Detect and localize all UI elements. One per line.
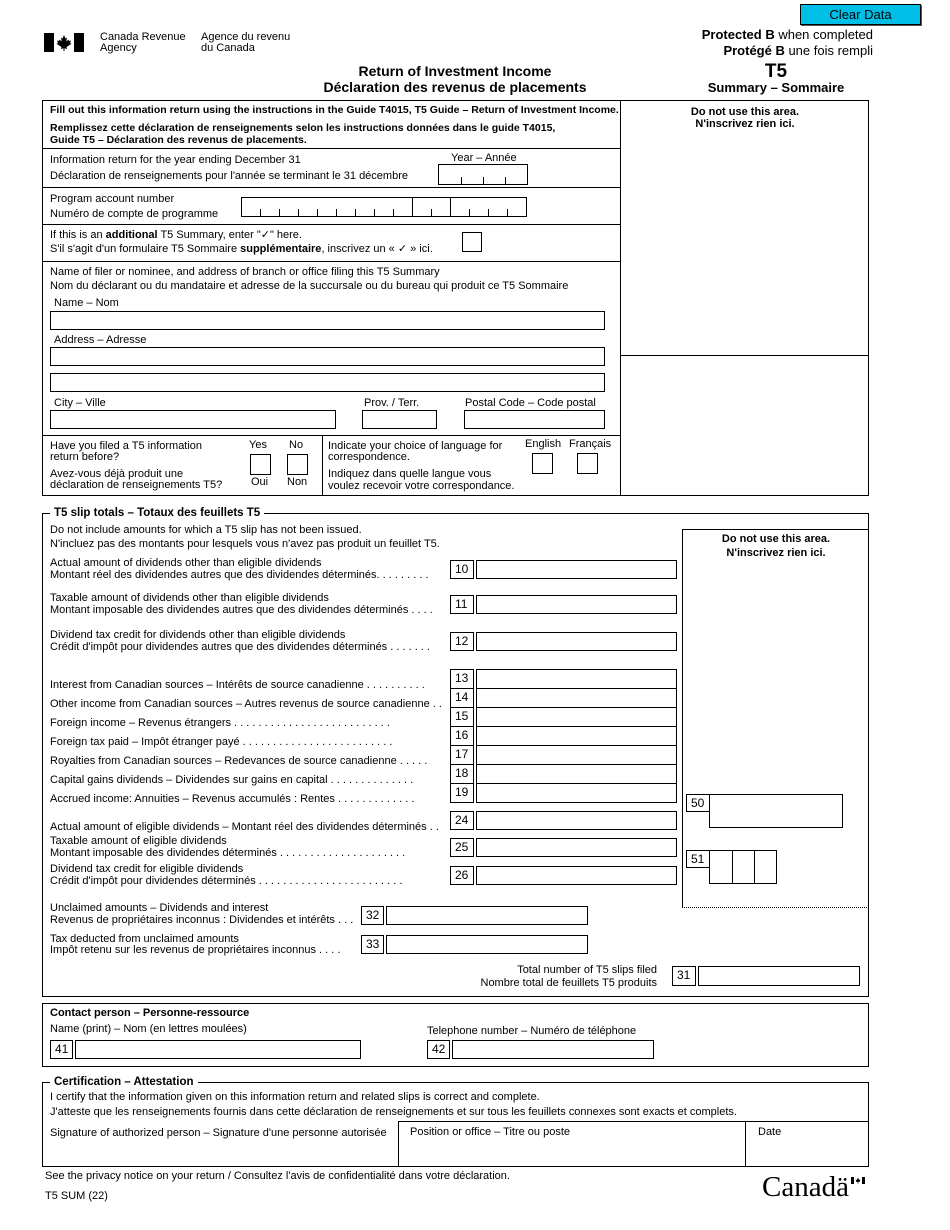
protege-b-when: une fois rempli — [784, 43, 873, 58]
filed-no-label: No — [289, 439, 304, 451]
filer-city-label: City – Ville — [54, 397, 106, 409]
signature-label: Signature of authorized person – Signature d'une personne autorisée — [50, 1127, 387, 1139]
contact-name-input[interactable] — [75, 1040, 361, 1059]
box-33-input[interactable] — [386, 935, 588, 954]
canada-flag-logo — [44, 33, 84, 52]
box-10-number: 10 — [450, 560, 474, 579]
certification-line-fr: J'atteste que les renseignements fournis dans cette déclaration de renseignements et sur tous les feuillets connexes sont exacts et complets. — [50, 1106, 737, 1118]
program-account-label-fr: Numéro de compte de programme — [50, 208, 219, 220]
box-41-number: 41 — [50, 1040, 73, 1059]
slip-do-not-use-fr: N'inscrivez rien ici. — [726, 547, 826, 559]
box-24-input[interactable] — [476, 811, 677, 830]
line-25-label-en: Taxable amount of eligible dividends — [50, 835, 227, 847]
clear-data-button[interactable]: Clear Data — [800, 4, 921, 25]
box-50-number: 50 — [686, 794, 710, 812]
contact-phone-input[interactable] — [452, 1040, 654, 1059]
box-25-input[interactable] — [476, 838, 677, 857]
box-32-input[interactable] — [386, 906, 588, 925]
do-not-use-en: Do not use this area. — [690, 106, 800, 118]
box-15-input[interactable] — [476, 707, 677, 727]
year-caption: Year – Année — [451, 152, 517, 164]
certification-line-en: I certify that the information given on this information return and related slips is correct and complete. — [50, 1091, 540, 1103]
box-10-input[interactable] — [476, 560, 677, 579]
year-label-en: Information return for the year ending December 31 — [50, 154, 301, 166]
filer-address-input-1[interactable] — [50, 347, 605, 366]
box-18-number: 18 — [450, 764, 474, 784]
language-en-1: Indicate your choice of language for — [328, 440, 503, 452]
box-19-input[interactable] — [476, 783, 677, 803]
agency-name-fr-2: du Canada — [201, 42, 255, 54]
year-label-fr: Déclaration de renseignements pour l'année se terminant le 31 décembre — [50, 170, 408, 182]
language-en-2: correspondence. — [328, 451, 410, 463]
filer-name-input[interactable] — [50, 311, 605, 330]
box-16-number: 16 — [450, 726, 474, 746]
line-13-label: Interest from Canadian sources – Intérêts de source canadienne . . . . . . . . . . — [50, 679, 425, 691]
filed-before-fr-1: Avez-vous déjà produit une — [50, 468, 184, 480]
line-15-label: Foreign income – Revenus étrangers . . . . . . . . . . . . . . . . . . . . . . . . . . — [50, 717, 390, 729]
title-fr: Déclaration des revenus de placements — [323, 79, 587, 95]
box-42-number: 42 — [427, 1040, 450, 1059]
box-13-number: 13 — [450, 669, 474, 689]
contact-heading: Contact person – Personne-ressource — [50, 1007, 250, 1019]
box-26-number: 26 — [450, 866, 474, 885]
date-field[interactable] — [746, 1140, 868, 1166]
box-19-number: 19 — [450, 783, 474, 803]
protected-b-label: Protected B — [701, 27, 775, 42]
box-15-number: 15 — [450, 707, 474, 727]
filed-oui-label: Oui — [251, 476, 269, 488]
protege-b-label: Protégé B — [723, 43, 785, 58]
box-11-number: 11 — [450, 595, 474, 614]
box-12-input[interactable] — [476, 632, 677, 651]
language-fr-2: voulez recevoir votre correspondance. — [328, 480, 515, 492]
line-14-label: Other income from Canadian sources – Autres revenus de source canadienne . . — [50, 698, 442, 710]
box-25-number: 25 — [450, 838, 474, 857]
agency-name-fr-1: Agence du revenu — [201, 31, 291, 43]
date-label: Date — [758, 1126, 782, 1138]
privacy-notice: See the privacy notice on your return / Consultez l'avis de confidentialité dans votre déclaration. — [45, 1170, 510, 1182]
line-18-label: Capital gains dividends – Dividendes sur gains en capital . . . . . . . . . . . . . . — [50, 774, 414, 786]
form-code: T5 — [764, 61, 788, 82]
total-slips-label-fr: Nombre total de feuillets T5 produits — [480, 977, 657, 989]
line-10-label-en: Actual amount of dividends other than eligible dividends — [50, 557, 322, 569]
filer-postal-input[interactable] — [464, 410, 605, 429]
program-account-label-en: Program account number — [50, 193, 175, 205]
filer-address-input-2[interactable] — [50, 373, 605, 392]
line-25-label-fr: Montant imposable des dividendes déterminés . . . . . . . . . . . . . . . . . . . . . — [50, 847, 406, 859]
box-51-number: 51 — [686, 850, 710, 868]
instructions-line2: Remplissez cette déclaration de renseignements selon les instructions données dans le guide T4015, — [50, 122, 556, 134]
line-10-label-fr: Montant réel des dividendes autres que des dividendes déterminés. . . . . . . . . — [50, 569, 429, 581]
contact-name-label: Name (print) – Nom (en lettres moulées) — [50, 1023, 247, 1035]
line-12-label-en: Dividend tax credit for dividends other than eligible dividends — [50, 629, 346, 641]
box-31-input[interactable] — [698, 966, 860, 986]
line-19-label: Accrued income: Annuities – Revenus accumulés : Rentes . . . . . . . . . . . . . — [50, 793, 415, 805]
filer-heading-fr: Nom du déclarant ou du mandataire et adresse de la succursale ou du bureau qui produit ce T5 Sommaire — [50, 280, 569, 292]
title-en: Return of Investment Income — [358, 63, 552, 79]
unclaimed-label-en: Unclaimed amounts – Dividends and interest — [50, 902, 269, 914]
form-id: T5 SUM (22) — [45, 1190, 108, 1202]
language-fr-1: Indiquez dans quelle langue vous — [328, 468, 492, 480]
filed-before-en-2: return before? — [50, 451, 120, 463]
year-input[interactable] — [438, 164, 528, 185]
line-17-label: Royalties from Canadian sources – Redevances de source canadienne . . . . . — [50, 755, 428, 767]
tax-unclaimed-label-en: Tax deducted from unclaimed amounts — [50, 933, 239, 945]
contact-phone-label: Telephone number – Numéro de téléphone — [427, 1025, 637, 1037]
filed-non-label: Non — [287, 476, 308, 488]
additional-checkbox[interactable] — [462, 232, 482, 252]
instructions-line1: Fill out this information return using the instructions in the Guide T4015, T5 Guide – Return of Investment Income. — [50, 104, 619, 116]
position-field[interactable] — [399, 1140, 744, 1166]
program-account-input[interactable] — [241, 197, 527, 217]
filer-prov-input[interactable] — [362, 410, 437, 429]
box-31-number: 31 — [672, 966, 696, 986]
filed-before-fr-2: déclaration de renseignements T5? — [50, 479, 223, 491]
line-16-label: Foreign tax paid – Impôt étranger payé . . . . . . . . . . . . . . . . . . . . . . . . . — [50, 736, 393, 748]
line-11-label-en: Taxable amount of dividends other than eligible dividends — [50, 592, 329, 604]
box-14-input[interactable] — [476, 688, 677, 708]
protected-b-line — [702, 28, 873, 42]
agency-name-en-1: Canada Revenue — [100, 31, 186, 43]
box-14-number: 14 — [450, 688, 474, 708]
tax-unclaimed-label-fr: Impôt retenu sur les revenus de propriétaires inconnus . . . . — [50, 944, 341, 956]
box-32-number: 32 — [361, 906, 384, 925]
box-13-input[interactable] — [476, 669, 677, 689]
box-11-input[interactable] — [476, 595, 677, 614]
slip-totals-note-fr: N'incluez pas des montants pour lesquels vous n'avez pas produit un feuillet T5. — [50, 538, 440, 550]
wordmark-flag-icon — [851, 1175, 865, 1182]
unclaimed-label-fr: Revenus de propriétaires inconnus : Dividendes et intérêts . . . — [50, 914, 354, 926]
line-26-label-en: Dividend tax credit for eligible dividends — [50, 863, 244, 875]
protege-b-line — [723, 44, 873, 58]
filer-prov-label: Prov. / Terr. — [364, 397, 420, 409]
summary-label: Summary – Sommaire — [707, 80, 845, 95]
filer-name-label: Name – Nom — [54, 297, 119, 309]
language-francais-label: Français — [569, 438, 612, 450]
box-18-input[interactable] — [476, 764, 677, 784]
protected-b-when: when completed — [774, 27, 873, 42]
total-slips-label-en: Total number of T5 slips filed — [517, 964, 657, 976]
language-english-label: English — [525, 438, 562, 450]
agency-name-en-2: Agency — [100, 42, 137, 54]
additional-label-en: If this is an additional T5 Summary, enter "✓" here. — [50, 229, 302, 241]
position-label: Position or office – Titre ou poste — [410, 1126, 570, 1138]
slip-do-not-use-en: Do not use this area. — [721, 533, 831, 545]
box-12-number: 12 — [450, 632, 474, 651]
box-33-number: 33 — [361, 935, 384, 954]
box-17-input[interactable] — [476, 745, 677, 765]
filed-before-en-1: Have you filed a T5 information — [50, 440, 203, 452]
language-english-checkbox[interactable] — [532, 453, 553, 474]
language-francais-checkbox[interactable] — [577, 453, 598, 474]
box-17-number: 17 — [450, 745, 474, 765]
line-24-label: Actual amount of eligible dividends – Montant réel des dividendes déterminés . . — [50, 821, 439, 833]
box-50-input[interactable] — [709, 794, 843, 828]
filed-no-checkbox[interactable] — [287, 454, 308, 475]
line-12-label-fr: Crédit d'impôt pour dividendes autres que des dividendes déterminés . . . . . . . — [50, 641, 430, 653]
slip-totals-note-en: Do not include amounts for which a T5 slip has not been issued. — [50, 524, 362, 536]
box-51-input[interactable] — [709, 850, 777, 884]
additional-label-fr: S'il s'agit d'un formulaire T5 Sommaire supplémentaire, inscrivez un « ✓ » ici. — [50, 243, 433, 255]
canada-wordmark: Canadä — [762, 1171, 849, 1203]
filed-yes-label: Yes — [249, 439, 267, 451]
line-26-label-fr: Crédit d'impôt pour dividendes déterminés . . . . . . . . . . . . . . . . . . . . . . . . — [50, 875, 403, 887]
slip-totals-heading: T5 slip totals – Totaux des feuillets T5 — [50, 507, 264, 519]
signature-field[interactable] — [43, 1140, 397, 1166]
box-26-input[interactable] — [476, 866, 677, 885]
box-24-number: 24 — [450, 811, 474, 830]
do-not-use-fr: N'inscrivez rien ici. — [695, 118, 795, 130]
line-11-label-fr: Montant imposable des dividendes autres que des dividendes déterminés . . . . — [50, 604, 433, 616]
filer-city-input[interactable] — [50, 410, 336, 429]
filed-yes-checkbox[interactable] — [250, 454, 271, 475]
filer-heading-en: Name of filer or nominee, and address of branch or office filing this T5 Summary — [50, 266, 440, 278]
filer-postal-label: Postal Code – Code postal — [465, 397, 596, 409]
certification-heading: Certification – Attestation — [50, 1076, 198, 1088]
instructions-line3: Guide T5 – Déclaration des revenus de placements. — [50, 134, 307, 146]
filer-address-label: Address – Adresse — [54, 334, 147, 346]
box-16-input[interactable] — [476, 726, 677, 746]
